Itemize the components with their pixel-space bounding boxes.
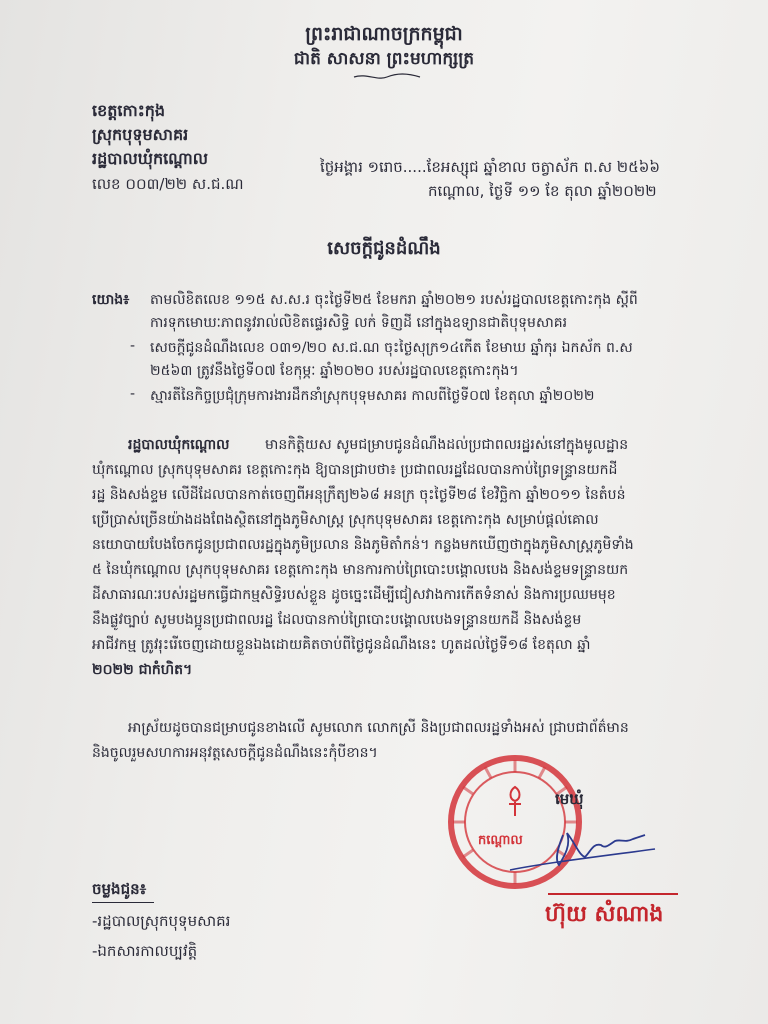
cc-label: ចម្លងជូន៖ bbox=[92, 880, 147, 898]
body-line: ប្រើប្រាស់ច្រើនយ៉ាងដងពែងស្ថិតនៅក្នុងភូមិសាស្ត្រ ស្រុកបុទុមសាគរ ខេត្តកោះកុង សម្រាប់ផ្ដល់គោល bbox=[92, 512, 599, 528]
closing-line: អាស្រ័យដូចបានជម្រាបជូនខាងលើ សូមលោក លោកស្រី និងប្រជាពលរដ្ឋទាំងអស់ ជ្រាបជាព័ត៌មាន bbox=[128, 720, 629, 736]
reference-item: សេចក្ដីជូនដំណឹងលេខ ០៣១/២០ ស.ជ.ណ ចុះថ្ងៃសុក្រ១៤កើត ខែមាឃ ឆ្នាំកុរ ឯកស័ក ព.ស bbox=[150, 340, 633, 356]
document-title: សេចក្ដីជូនដំណឹង bbox=[327, 238, 441, 259]
name-overline bbox=[548, 893, 678, 895]
bullet-dash: - bbox=[130, 338, 136, 354]
body-lead: រដ្ឋបាលឃុំកណ្ដោល bbox=[128, 437, 230, 453]
sender-district: ស្រុកបុទុមសាគរ bbox=[92, 125, 189, 144]
handwritten-signature bbox=[505, 815, 665, 875]
sender-commune: រដ្ឋបាលឃុំកណ្ដោល bbox=[92, 149, 209, 168]
body-line: ៥ នៃឃុំកណ្ដោល ស្រុកបុទុមសាគរ ខេត្តកោះកុង មានការកាប់ព្រៃបោះបង្គោលបេង និងសង់ខ្ទមទន្ទ្រានយក bbox=[92, 562, 629, 578]
body-line: នឹងផ្លូវច្បាប់ សូមបងប្អូនប្រជាពលរដ្ឋ ដែលបានកាប់ព្រៃបោះបង្គោលបេងទន្ទ្រានយកដី និងសង់ខ្ទម bbox=[92, 612, 582, 628]
cc-item: -ឯកសារកាលប្បវត្តិ bbox=[92, 942, 198, 960]
body-line: នយោបាយបែងចែកជូនប្រជាពលរដ្ឋក្នុងភូមិប្រលាន និងភូមិតាំកន់។ កន្លងមកឃើញថាក្នុងភូមិសាស្ត្រភូមិទាំង bbox=[92, 537, 634, 553]
signatory-title: មេឃុំ bbox=[555, 790, 584, 808]
body-line: ដីសាធារណៈរបស់រដ្ឋមកធ្វើជាកម្មសិទ្ធិរបស់ខ្លួន ដូចច្នេះដើម្បីជៀសវាងការកើតទំនាស់ និងការប្រឈមមុខ bbox=[92, 587, 616, 603]
sender-province: ខេត្តកោះកុង bbox=[92, 101, 166, 120]
closing-line: និងចូលរួមសហការអនុវត្តសេចក្ដីជូនដំណឹងនេះកុំបីខាន។ bbox=[92, 745, 378, 761]
reference-item: តាមលិខិតលេខ ១១៥ ស.ស.រ ចុះថ្ងៃទី២៥ ខែមករា ឆ្នាំ២០២១ របស់រដ្ឋបាលខេត្តកោះកុង ស្ដីពី bbox=[150, 292, 638, 308]
cc-underline bbox=[92, 902, 154, 903]
signatory-name: ហ៊ុយ សំណាង bbox=[545, 902, 664, 927]
reference-item: ២៥៦៣ ត្រូវនឹងថ្ងៃទី០៧ ខែកុម្ភៈ ឆ្នាំ២០២០ របស់រដ្ឋបាលខេត្តកោះកុង។ bbox=[150, 363, 519, 379]
reference-item: ស្មារតីនៃកិច្ចប្រជុំក្រុមការងារដឹកនាំស្រុកបុទុមសាគរ កាលពីថ្ងៃទី០៧ ខែតុលា ឆ្នាំ២០២២ bbox=[150, 388, 595, 404]
solar-date: កណ្ដោល, ថ្ងៃទី ១១ ខែ តុលា ឆ្នាំ២០២២ bbox=[428, 182, 657, 200]
reference-item: ការទុកមោឃៈភាពនូវរាល់លិខិតផ្ទេរសិទ្ធិ លក់ ទិញដី នៅក្នុងឧទ្យានជាតិបុទុមសាគរ bbox=[150, 315, 568, 331]
body-line: រដ្ឋ និងសង់ខ្ទម លើដីដែលបានកាត់ចេញពីអនុក្រឹត្យ២៦៨ អនក្រ ចុះថ្ងៃទី២៨ ខែវិច្ឆិកា ឆ្នាំ២០១១ នៃតំបន់ bbox=[92, 487, 626, 503]
bullet-dash: - bbox=[130, 386, 136, 402]
kingdom-heading: ព្រះរាជាណាចក្រកម្ពុជា bbox=[305, 23, 463, 45]
motto-heading: ជាតិ សាសនា ព្រះមហាក្សត្រ bbox=[293, 49, 475, 69]
ornament-divider bbox=[352, 73, 422, 81]
reference-number: លេខ ០០៣/២២ ស.ជ.ណ bbox=[92, 175, 244, 193]
cc-item: -រដ្ឋបាលស្រុកបុទុមសាគរ bbox=[92, 912, 231, 930]
lunar-date: ថ្ងៃអង្គារ ១រោច.....ខែអស្សុជ ឆ្នាំខាល ចត្វាស័ក ព.ស ២៥៦៦ bbox=[320, 158, 660, 176]
body-line: អាជីវកម្ម ត្រូវរុះរើចេញដោយខ្លួនឯងដោយគិតចាប់ពីថ្ងៃជូនដំណឹងនេះ ហូតដល់ថ្ងៃទី១៨ ខែតុលា ឆ្នាំ bbox=[92, 637, 591, 653]
references-label: យោង៖ bbox=[92, 292, 130, 308]
body-line: ឃុំកណ្ដោល ស្រុកបុទុមសាគរ ខេត្តកោះកុង ឱ្យបានជ្រាបថា៖ ប្រជាពលរដ្ឋដែលបានកាប់ព្រៃទន្ទ្រានយកដី bbox=[92, 462, 618, 478]
body-line: មានកិត្តិយស សូមជម្រាបជូនដំណឹងដល់ប្រជាពលរដ្ឋរស់នៅក្នុងមូលដ្ឋាន bbox=[265, 437, 629, 453]
body-line: ២០២២ ជាកំហិត។ bbox=[92, 662, 193, 678]
stamp-text: កណ្ដោល bbox=[478, 833, 523, 848]
